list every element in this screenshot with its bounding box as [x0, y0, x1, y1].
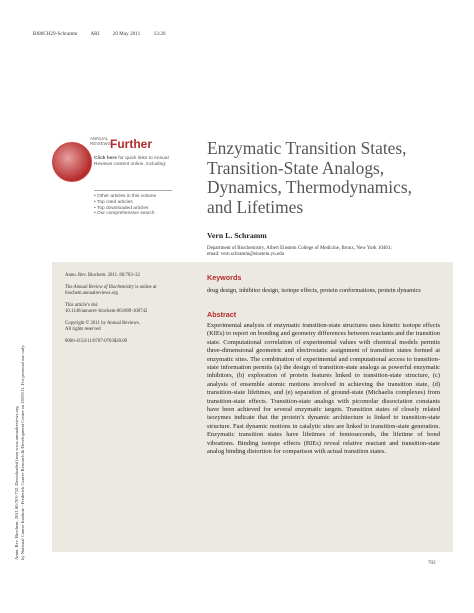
online-note: The Annual Review of Biochemistry is online at biochem.annualreviews.org — [65, 285, 157, 296]
copyright: Copyright © 2011 by Annual Reviews. — [65, 321, 140, 326]
download-notice-line1: Annu. Rev. Biochem. 2011.80:703-732. Downloaded from www.annualreviews.org — [14, 406, 19, 560]
promo-list-item[interactable]: • Our comprehensive search — [94, 211, 155, 217]
title-line: Enzymatic Transition States, — [207, 138, 407, 158]
promo-intro-text: for quick links to Annual Reviews content online, including: — [94, 156, 169, 167]
promo-list-item[interactable]: • Top cited articles — [94, 199, 133, 205]
promo-further-label: Further — [110, 137, 152, 151]
annual-reviews-logo-icon — [52, 142, 92, 182]
author-name: Vern L. Schramm — [207, 231, 267, 240]
header-code: BI80CH29-Schramm — [33, 32, 78, 37]
page-number: 703 — [428, 561, 436, 566]
citation: Annu. Rev. Biochem. 2011. 80:703–32 — [65, 273, 140, 278]
promo-list — [94, 194, 156, 217]
download-notice — [14, 130, 54, 560]
doi-label: This article’s doi: — [65, 303, 99, 308]
copyright-block — [65, 321, 193, 333]
title-line: and Lifetimes — [207, 196, 304, 217]
further-promo[interactable] — [52, 134, 174, 228]
article-title — [207, 139, 437, 217]
keywords-heading: Keywords — [207, 273, 242, 282]
abstract-text: Experimental analysis of enzymatic transition-state structures uses kinetic isotope effects (KIEs) to report on bonding and geometry differences between reactants and the transition state. Computational correlation of experimental values with chemical models permits three-dimensional geometric and electrostatic assignment of transition states formed at enzymatic sites. The combination of experimental and computational access to transition-state information permits (a) the design of transition-state analogs as powerful enzymatic inhibitors, (b) exploration of protein features linked to transition-state structure, (c) analysis of ensemble atomic motions involved in achieving the transition state, (d) transition-state lifetimes, and (e) separation of ground-state (Michaelis complexes) from transition-state effects. Transition-state analogs with picomolar dissociation constants have been achieved for several enzymatic targets. Transition states of closely related isozymes indicate that the protein’s dynamic architecture is linked to transition-state structure. Fast dynamic motions in catalytic sites are linked to transition-state generation. Enzymatic transition states have lifetimes of femtoseconds, the lifetime of bond vibrations. Binding isotope effects (BIEs) reveal relative reactant and transition-state analog binding distortion for comparison with actual transition states. — [207, 322, 440, 456]
promo-intro — [94, 156, 172, 167]
promo-brand: ANNUAL REVIEWS — [90, 136, 111, 146]
author-email[interactable]: email: vern.schramm@einstein.yu.edu — [207, 252, 285, 258]
download-notice-line2: by National Cancer Institute - Frederick Cancer Research & Development Center on 10/05/11. For personal use only. — [20, 344, 26, 560]
author-affiliation — [207, 246, 437, 259]
article-metadata — [65, 273, 193, 351]
header-ari: ARI — [90, 32, 100, 37]
journal-name: Annual Review of Biochemistry — [73, 285, 135, 290]
issn: 0066-4154/11/0707-0703$20.00 — [65, 339, 128, 344]
promo-list-item[interactable]: • Top downloaded articles — [94, 205, 149, 211]
promo-click-here-link[interactable]: Click here — [94, 156, 117, 161]
title-line: Dynamics, Thermodynamics, — [207, 177, 412, 197]
keywords-text: drug design, inhibitor design, isotope effects, protein conformations, protein dynamics — [207, 287, 421, 294]
title-line: Transition-State Analogs, — [207, 157, 385, 178]
doi-block — [65, 303, 193, 315]
running-header — [33, 32, 178, 37]
promo-divider — [94, 190, 172, 191]
abstract-heading: Abstract — [207, 310, 237, 319]
affiliation-line: Department of Biochemistry, Albert Einstein College of Medicine, Bronx, New York 10461; — [207, 246, 392, 251]
rights: All rights reserved — [65, 327, 101, 332]
header-date: 20 May 2011 — [112, 32, 141, 37]
header-time: 13:26 — [153, 32, 166, 37]
doi-link[interactable]: 10.1146/annurev-biochem-061809-100742 — [65, 309, 148, 314]
promo-list-item[interactable]: • Other articles in this volume — [94, 194, 157, 199]
